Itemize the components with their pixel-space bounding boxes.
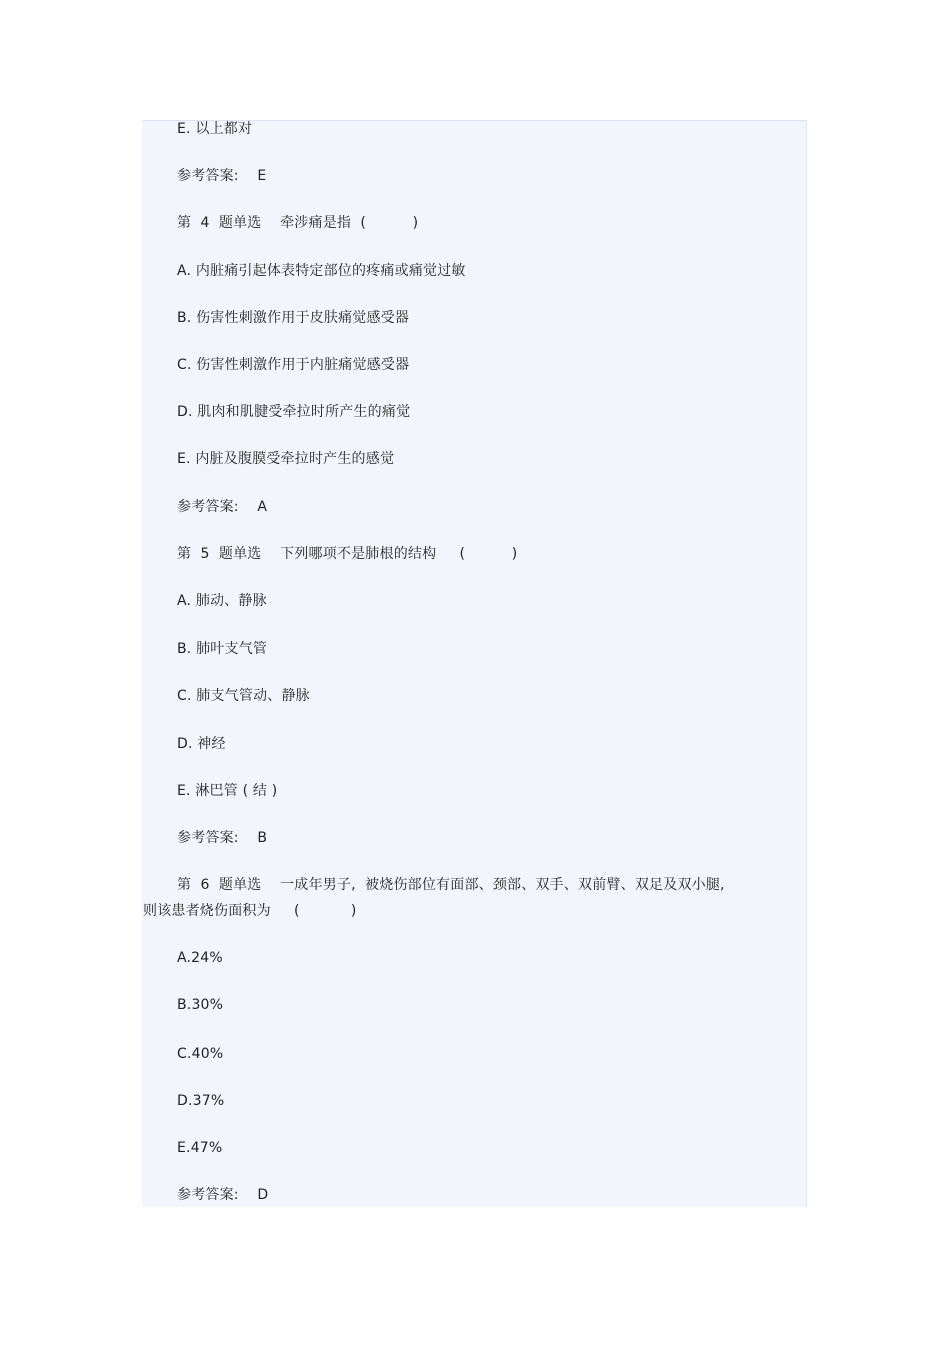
question-4: 第 4 题单选 牵涉痛是指 ( ) <box>177 215 419 231</box>
option-d-q4: D. 肌肉和肌腱受牵拉时所产生的痛觉 <box>177 404 411 420</box>
question-6: 第 6 题单选 一成年男子, 被烧伤部位有面部、颈部、双手、双前臂、双足及双小腿, <box>177 877 725 893</box>
content-panel <box>142 120 807 1207</box>
option-a-q6: A.24% <box>177 950 223 966</box>
option-b-q4: B. 伤害性刺激作用于皮肤痛觉感受器 <box>177 310 410 326</box>
option-e-q3: E. 以上都对 <box>177 121 253 137</box>
option-e-q5: E. 淋巴管 ( 结 ) <box>177 783 278 799</box>
answer-q3: 参考答案: E <box>177 168 267 184</box>
answer-q4: 参考答案: A <box>177 499 268 515</box>
option-b-q5: B. 肺叶支气管 <box>177 641 268 657</box>
option-e-q6: E.47% <box>177 1140 223 1156</box>
option-e-q4: E. 内脏及腹膜受牵拉时产生的感觉 <box>177 451 395 467</box>
question-6-continuation: 则该患者烧伤面积为 ( ) <box>143 903 357 919</box>
option-c-q5: C. 肺支气管动、静脉 <box>177 688 310 704</box>
option-c-q6: C.40% <box>177 1046 224 1062</box>
answer-q5: 参考答案: B <box>177 830 268 846</box>
option-c-q4: C. 伤害性刺激作用于内脏痛觉感受器 <box>177 357 410 373</box>
option-a-q4: A. 内脏痛引起体表特定部位的疼痛或痛觉过敏 <box>177 263 466 279</box>
option-d-q5: D. 神经 <box>177 736 226 752</box>
option-a-q5: A. 肺动、静脉 <box>177 593 267 609</box>
answer-q6: 参考答案: D <box>177 1187 269 1203</box>
option-b-q6: B.30% <box>177 997 224 1013</box>
question-5: 第 5 题单选 下列哪项不是肺根的结构 ( ) <box>177 546 518 562</box>
option-d-q6: D.37% <box>177 1093 225 1109</box>
